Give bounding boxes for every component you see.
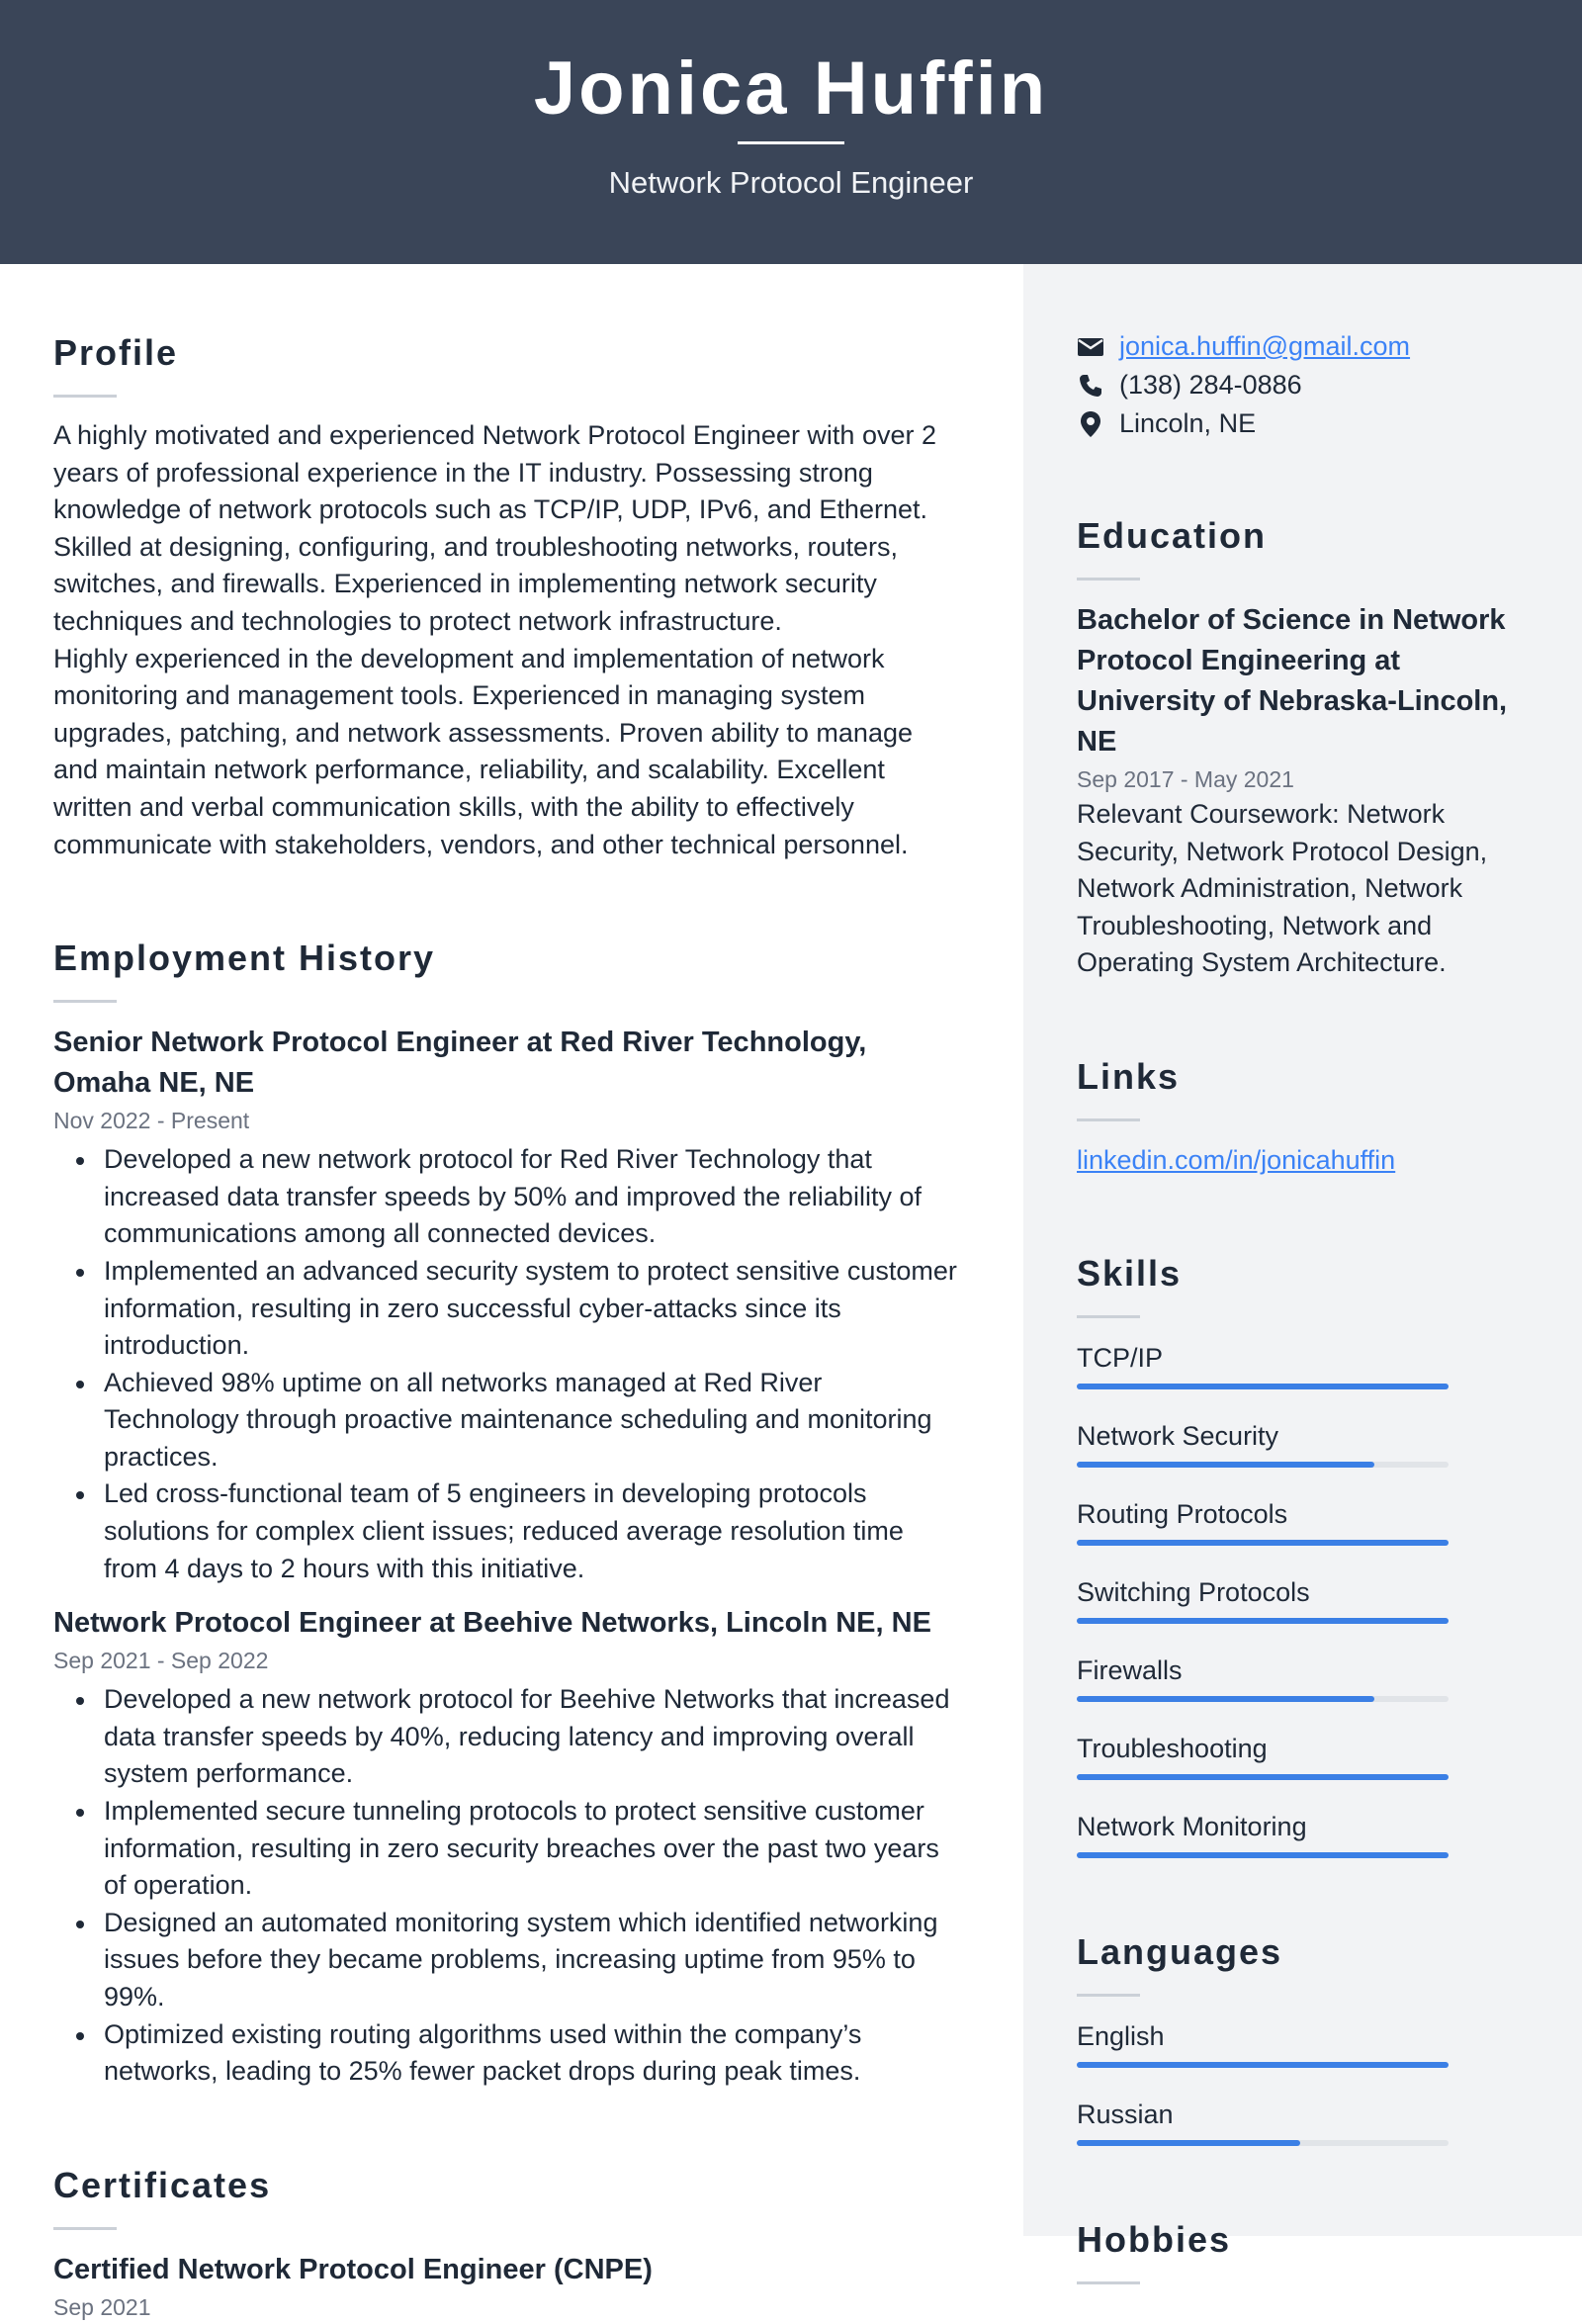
skill-name: Troubleshooting <box>1077 1733 1268 1763</box>
skill-name: Routing Protocols <box>1077 1498 1288 1529</box>
section-divider <box>1077 1315 1140 1318</box>
profile-summary <box>53 417 963 863</box>
skill-bar <box>1077 1618 1449 1624</box>
section-divider <box>53 395 117 398</box>
skill-bar-fill <box>1077 1696 1374 1702</box>
skill-name: Switching Protocols <box>1077 1576 1310 1607</box>
skill-bar <box>1077 1462 1449 1468</box>
section-divider <box>53 1000 117 1003</box>
job-dates: Nov 2022 - Present <box>53 1108 250 1134</box>
skill-bar-fill <box>1077 1618 1449 1624</box>
language-item <box>1077 2095 1541 2146</box>
employment-heading: Employment History <box>53 938 436 979</box>
sidebar-column <box>1077 264 1541 2304</box>
section-divider <box>1077 578 1140 581</box>
skill-item <box>1077 1651 1541 1702</box>
job-bullets <box>53 1141 963 1587</box>
job-bullet: Achieved 98% uptime on all networks managed at Red River Technology through proactive maintenance scheduling and monitoring practices. <box>104 1365 963 1476</box>
phone-number: (138) 284-0886 <box>1119 370 1302 400</box>
languages-list <box>1077 2016 1541 2146</box>
location-text: Lincoln, NE <box>1119 408 1257 438</box>
job-bullet: Optimized existing routing algorithms used within the company’s networks, leading to 25% fewer packet drops during peak times. <box>104 2016 963 2091</box>
section-divider <box>1077 1994 1140 1997</box>
skill-item <box>1077 1338 1541 1389</box>
linkedin-link[interactable]: linkedin.com/in/jonicahuffin <box>1077 1144 1396 1175</box>
skill-item <box>1077 1416 1541 1468</box>
education-description: Relevant Coursework: Network Security, Network Protocol Design, Network Administration, Network Troubleshooting, Network and Operating System Architecture. <box>1077 799 1488 978</box>
certificate-title: Certified Network Protocol Engineer (CNPE) <box>53 2253 653 2285</box>
skill-bar <box>1077 1852 1449 1858</box>
skill-bar <box>1077 1696 1449 1702</box>
language-bar <box>1077 2140 1449 2146</box>
contact-location-row <box>1077 404 1541 443</box>
education-dates: Sep 2017 - May 2021 <box>1077 766 1294 792</box>
resume-header <box>0 0 1582 264</box>
skill-bar-fill <box>1077 1852 1449 1858</box>
job-bullet: Designed an automated monitoring system which identified networking issues before they became problems, increasing uptime from 95% to 99%. <box>104 1905 963 2016</box>
candidate-title: Network Protocol Engineer <box>608 165 974 200</box>
job-entry <box>53 1023 963 1587</box>
job-title: Senior Network Protocol Engineer at Red River Technology, Omaha NE, NE <box>53 1027 867 1100</box>
email-link[interactable]: jonica.huffin@gmail.com <box>1119 331 1411 361</box>
section-divider <box>1077 2281 1140 2284</box>
skill-item <box>1077 1807 1541 1858</box>
language-name: Russian <box>1077 2099 1174 2129</box>
job-bullet: Developed a new network protocol for Beehive Networks that increased data transfer speeds by 40%, reducing latency and improving overall system performance. <box>104 1681 963 1793</box>
contact-phone-row <box>1077 366 1541 404</box>
section-divider <box>1077 1118 1140 1121</box>
language-bar-fill <box>1077 2140 1300 2146</box>
links-heading: Links <box>1077 1055 1181 1097</box>
skill-name: Firewalls <box>1077 1654 1183 1685</box>
skills-heading: Skills <box>1077 1252 1183 1294</box>
skill-name: Network Security <box>1077 1420 1279 1451</box>
profile-paragraph: A highly motivated and experienced Network Protocol Engineer with over 2 years of professional experience in the IT industry. Possessing strong knowledge of network protocols such as TCP/IP, UDP, IPv6, and Ethernet. Skilled at designing, configuring, and troubleshooting networks, routers, switches, and firewalls. Experienced in implementing network security techniques and technologies to protect network infrastructure. <box>53 420 936 636</box>
skill-bar-fill <box>1077 1384 1449 1389</box>
skill-bar-fill <box>1077 1462 1374 1468</box>
job-dates: Sep 2021 - Sep 2022 <box>53 1648 269 1674</box>
map-pin-icon <box>1077 410 1104 438</box>
languages-heading: Languages <box>1077 1930 1283 1972</box>
degree-title: Bachelor of Science in Network Protocol Engineering at University of Nebraska-Lincoln, NE <box>1077 604 1508 758</box>
profile-heading: Profile <box>53 332 179 373</box>
skill-bar-fill <box>1077 1774 1449 1780</box>
language-item <box>1077 2016 1541 2068</box>
job-bullet: Developed a new network protocol for Red River Technology that increased data transfer speeds by 50% and improved the reliability of communications among all connected devices. <box>104 1141 963 1253</box>
skill-name: TCP/IP <box>1077 1342 1164 1373</box>
hobbies-heading: Hobbies <box>1077 2218 1232 2260</box>
skill-bar-fill <box>1077 1540 1449 1546</box>
skill-bar <box>1077 1774 1449 1780</box>
envelope-icon <box>1077 333 1104 361</box>
education-entry <box>1077 600 1541 982</box>
candidate-name: Jonica Huffin <box>533 46 1049 131</box>
language-name: English <box>1077 2020 1165 2051</box>
skills-list <box>1077 1338 1541 1858</box>
contact-email-row <box>1077 327 1541 366</box>
skill-item <box>1077 1494 1541 1546</box>
header-divider <box>738 141 844 144</box>
skill-name: Network Monitoring <box>1077 1811 1307 1841</box>
job-bullet: Implemented secure tunneling protocols to protect sensitive customer information, resulting in zero security breaches over the past two years of operation. <box>104 1793 963 1905</box>
skill-bar <box>1077 1540 1449 1546</box>
skill-item <box>1077 1729 1541 1780</box>
job-bullets <box>53 1681 963 2091</box>
contact-info <box>1077 327 1541 443</box>
certificates-heading: Certificates <box>53 2164 272 2205</box>
job-bullet: Implemented an advanced security system to protect sensitive customer information, resulting in zero successful cyber-attacks since its introduction. <box>104 1253 963 1365</box>
skill-item <box>1077 1572 1541 1624</box>
profile-paragraph: Highly experienced in the development and implementation of network monitoring and management tools. Experienced in managing system upgrades, patching, and network assessments. Proven ability to manage and maintain network performance, reliability, and scalability. Excellent written and verbal communication skills, with the ability to effectively communicate with stakeholders, vendors, and other technical personnel. <box>53 643 913 859</box>
certificate-entry <box>53 2250 963 2324</box>
job-bullet: Led cross-functional team of 5 engineers in developing protocols solutions for complex client issues; reduced average resolution time from 4 days to 2 hours with this initiative. <box>104 1475 963 1587</box>
language-bar <box>1077 2062 1449 2068</box>
education-heading: Education <box>1077 515 1268 556</box>
certificate-date: Sep 2021 <box>53 2293 151 2320</box>
language-bar-fill <box>1077 2062 1449 2068</box>
skill-bar <box>1077 1384 1449 1389</box>
phone-icon <box>1077 372 1104 400</box>
job-title: Network Protocol Engineer at Beehive Networks, Lincoln NE, NE <box>53 1607 931 1640</box>
section-divider <box>53 2227 117 2230</box>
job-entry <box>53 1603 963 2091</box>
main-column <box>53 264 963 2324</box>
